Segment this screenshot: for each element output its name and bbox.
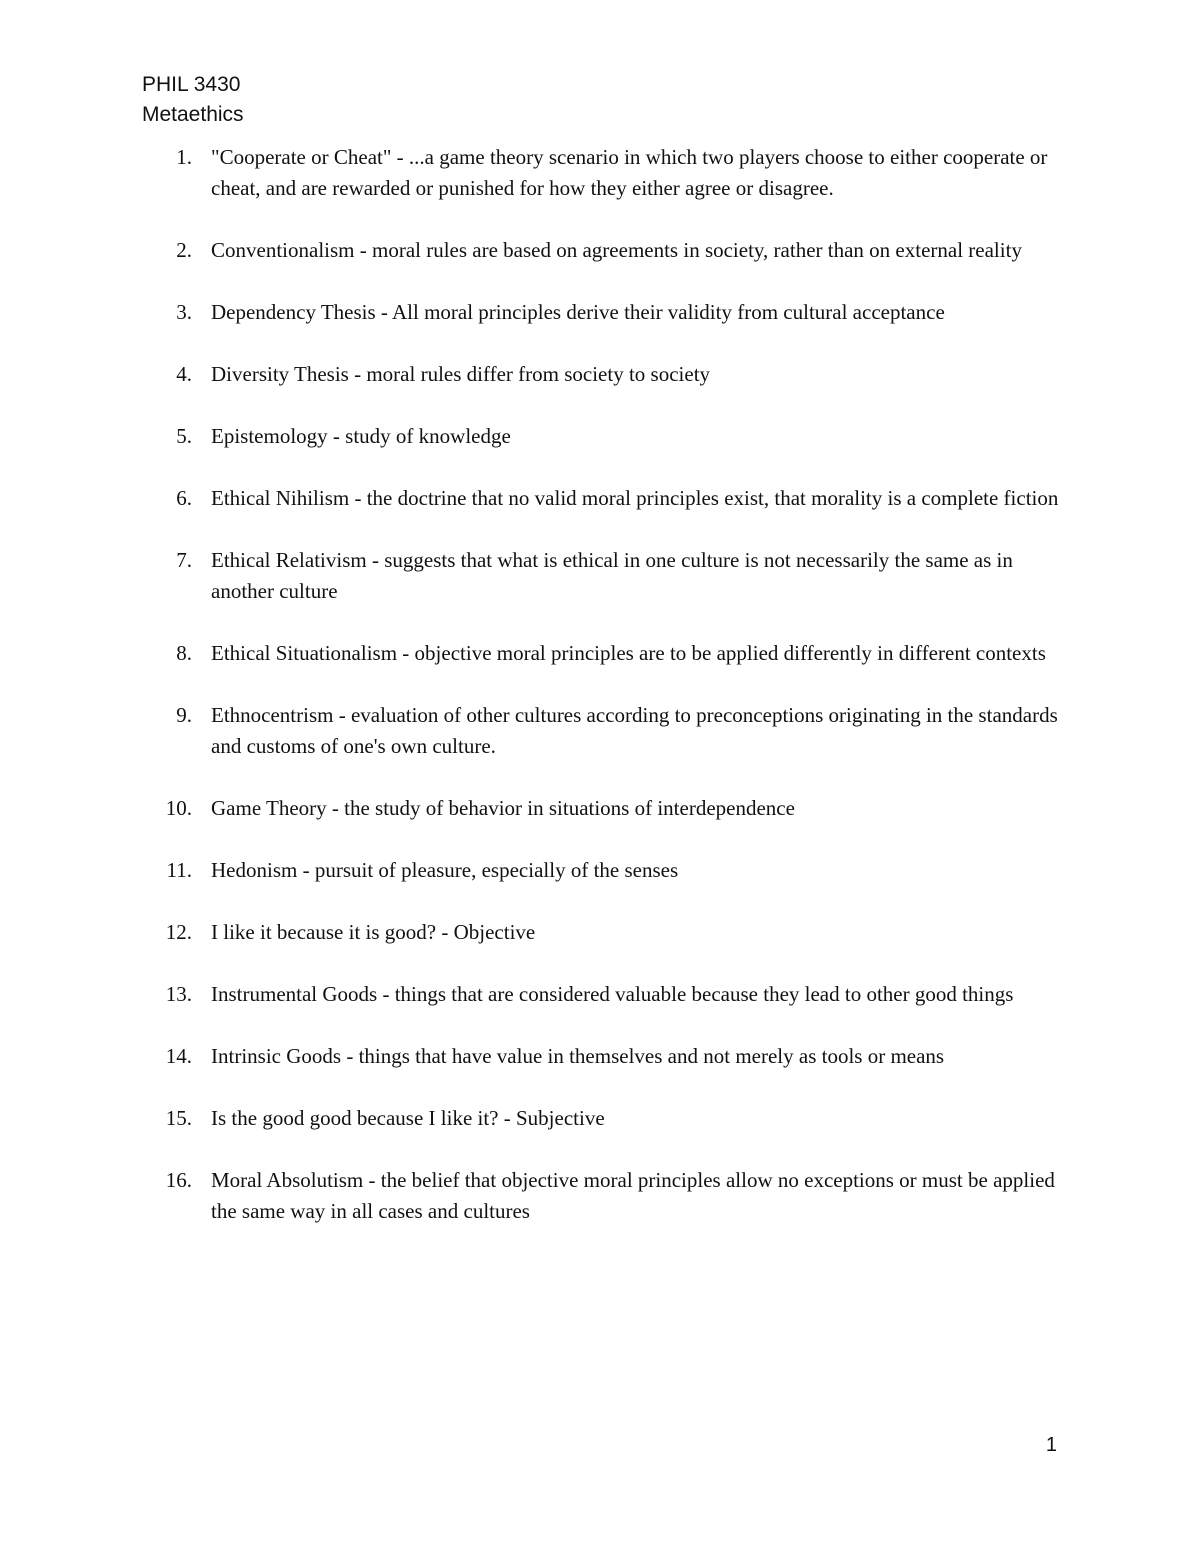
item-number: 6. xyxy=(176,486,192,510)
list-item xyxy=(0,297,1061,328)
item-text: Epistemology - study of knowledge xyxy=(211,424,511,448)
item-number: 4. xyxy=(176,362,192,386)
item-text: Ethical Situationalism - objective moral principles are to be applied differently in different contexts xyxy=(211,641,1046,665)
item-text: Is the good good because I like it? - Subjective xyxy=(211,1106,605,1130)
item-number: 9. xyxy=(176,703,192,727)
list-item xyxy=(0,979,1061,1010)
item-text: Ethnocentrism - evaluation of other cultures according to preconceptions originating in the standards and customs of one's own culture. xyxy=(211,703,1058,758)
item-text: Intrinsic Goods - things that have value in themselves and not merely as tools or means xyxy=(211,1044,945,1068)
item-number: 1. xyxy=(176,145,192,169)
course-topic: Metaethics xyxy=(142,103,244,126)
list-item xyxy=(0,1041,1061,1072)
document-header xyxy=(142,70,244,130)
item-number: 15. xyxy=(165,1106,192,1130)
item-number: 14. xyxy=(165,1044,192,1068)
list-item xyxy=(0,142,1061,204)
item-text: Instrumental Goods - things that are considered valuable because they lead to other good things xyxy=(211,982,1014,1006)
item-number: 2. xyxy=(176,238,192,262)
item-text: Diversity Thesis - moral rules differ from society to society xyxy=(211,362,711,386)
list-item xyxy=(0,700,1061,762)
item-number: 10. xyxy=(165,796,192,820)
list-item xyxy=(0,855,1061,886)
list-item xyxy=(0,235,1061,266)
item-number: 3. xyxy=(176,300,192,324)
item-text: I like it because it is good? - Objective xyxy=(211,920,536,944)
item-number: 13. xyxy=(165,982,192,1006)
list-item xyxy=(0,359,1061,390)
page-number: 1 xyxy=(1045,1434,1057,1456)
item-number: 11. xyxy=(166,858,192,882)
item-text: Dependency Thesis - All moral principles derive their validity from cultural acceptance xyxy=(211,300,945,324)
list-item xyxy=(0,545,1061,607)
item-text: Hedonism - pursuit of pleasure, especially of the senses xyxy=(211,858,679,882)
item-number: 5. xyxy=(176,424,192,448)
list-item xyxy=(0,917,1061,948)
course-code: PHIL 3430 xyxy=(142,73,241,96)
item-number: 8. xyxy=(176,641,192,665)
item-text: Ethical Relativism - suggests that what is ethical in one culture is not necessarily the same as in another culture xyxy=(211,548,1013,603)
list-item xyxy=(0,421,1061,452)
list-item xyxy=(0,638,1061,669)
item-text: "Cooperate or Cheat" - ...a game theory scenario in which two players choose to either cooperate or cheat, and are rewarded or punished for how they either agree or disagree. xyxy=(211,145,1048,200)
list-item xyxy=(0,1103,1061,1134)
glossary-list xyxy=(0,142,1200,1258)
list-item xyxy=(0,1165,1061,1227)
item-number: 16. xyxy=(165,1168,192,1192)
list-item xyxy=(0,793,1061,824)
item-text: Ethical Nihilism - the doctrine that no valid moral principles exist, that morality is a complete fiction xyxy=(211,486,1059,510)
item-number: 7. xyxy=(176,548,192,572)
item-text: Game Theory - the study of behavior in situations of interdependence xyxy=(211,796,795,820)
item-number: 12. xyxy=(165,920,192,944)
item-text: Conventionalism - moral rules are based on agreements in society, rather than on external reality xyxy=(211,238,1022,262)
item-text: Moral Absolutism - the belief that objective moral principles allow no exceptions or must be applied the same way in all cases and cultures xyxy=(211,1168,1055,1223)
list-item xyxy=(0,483,1061,514)
